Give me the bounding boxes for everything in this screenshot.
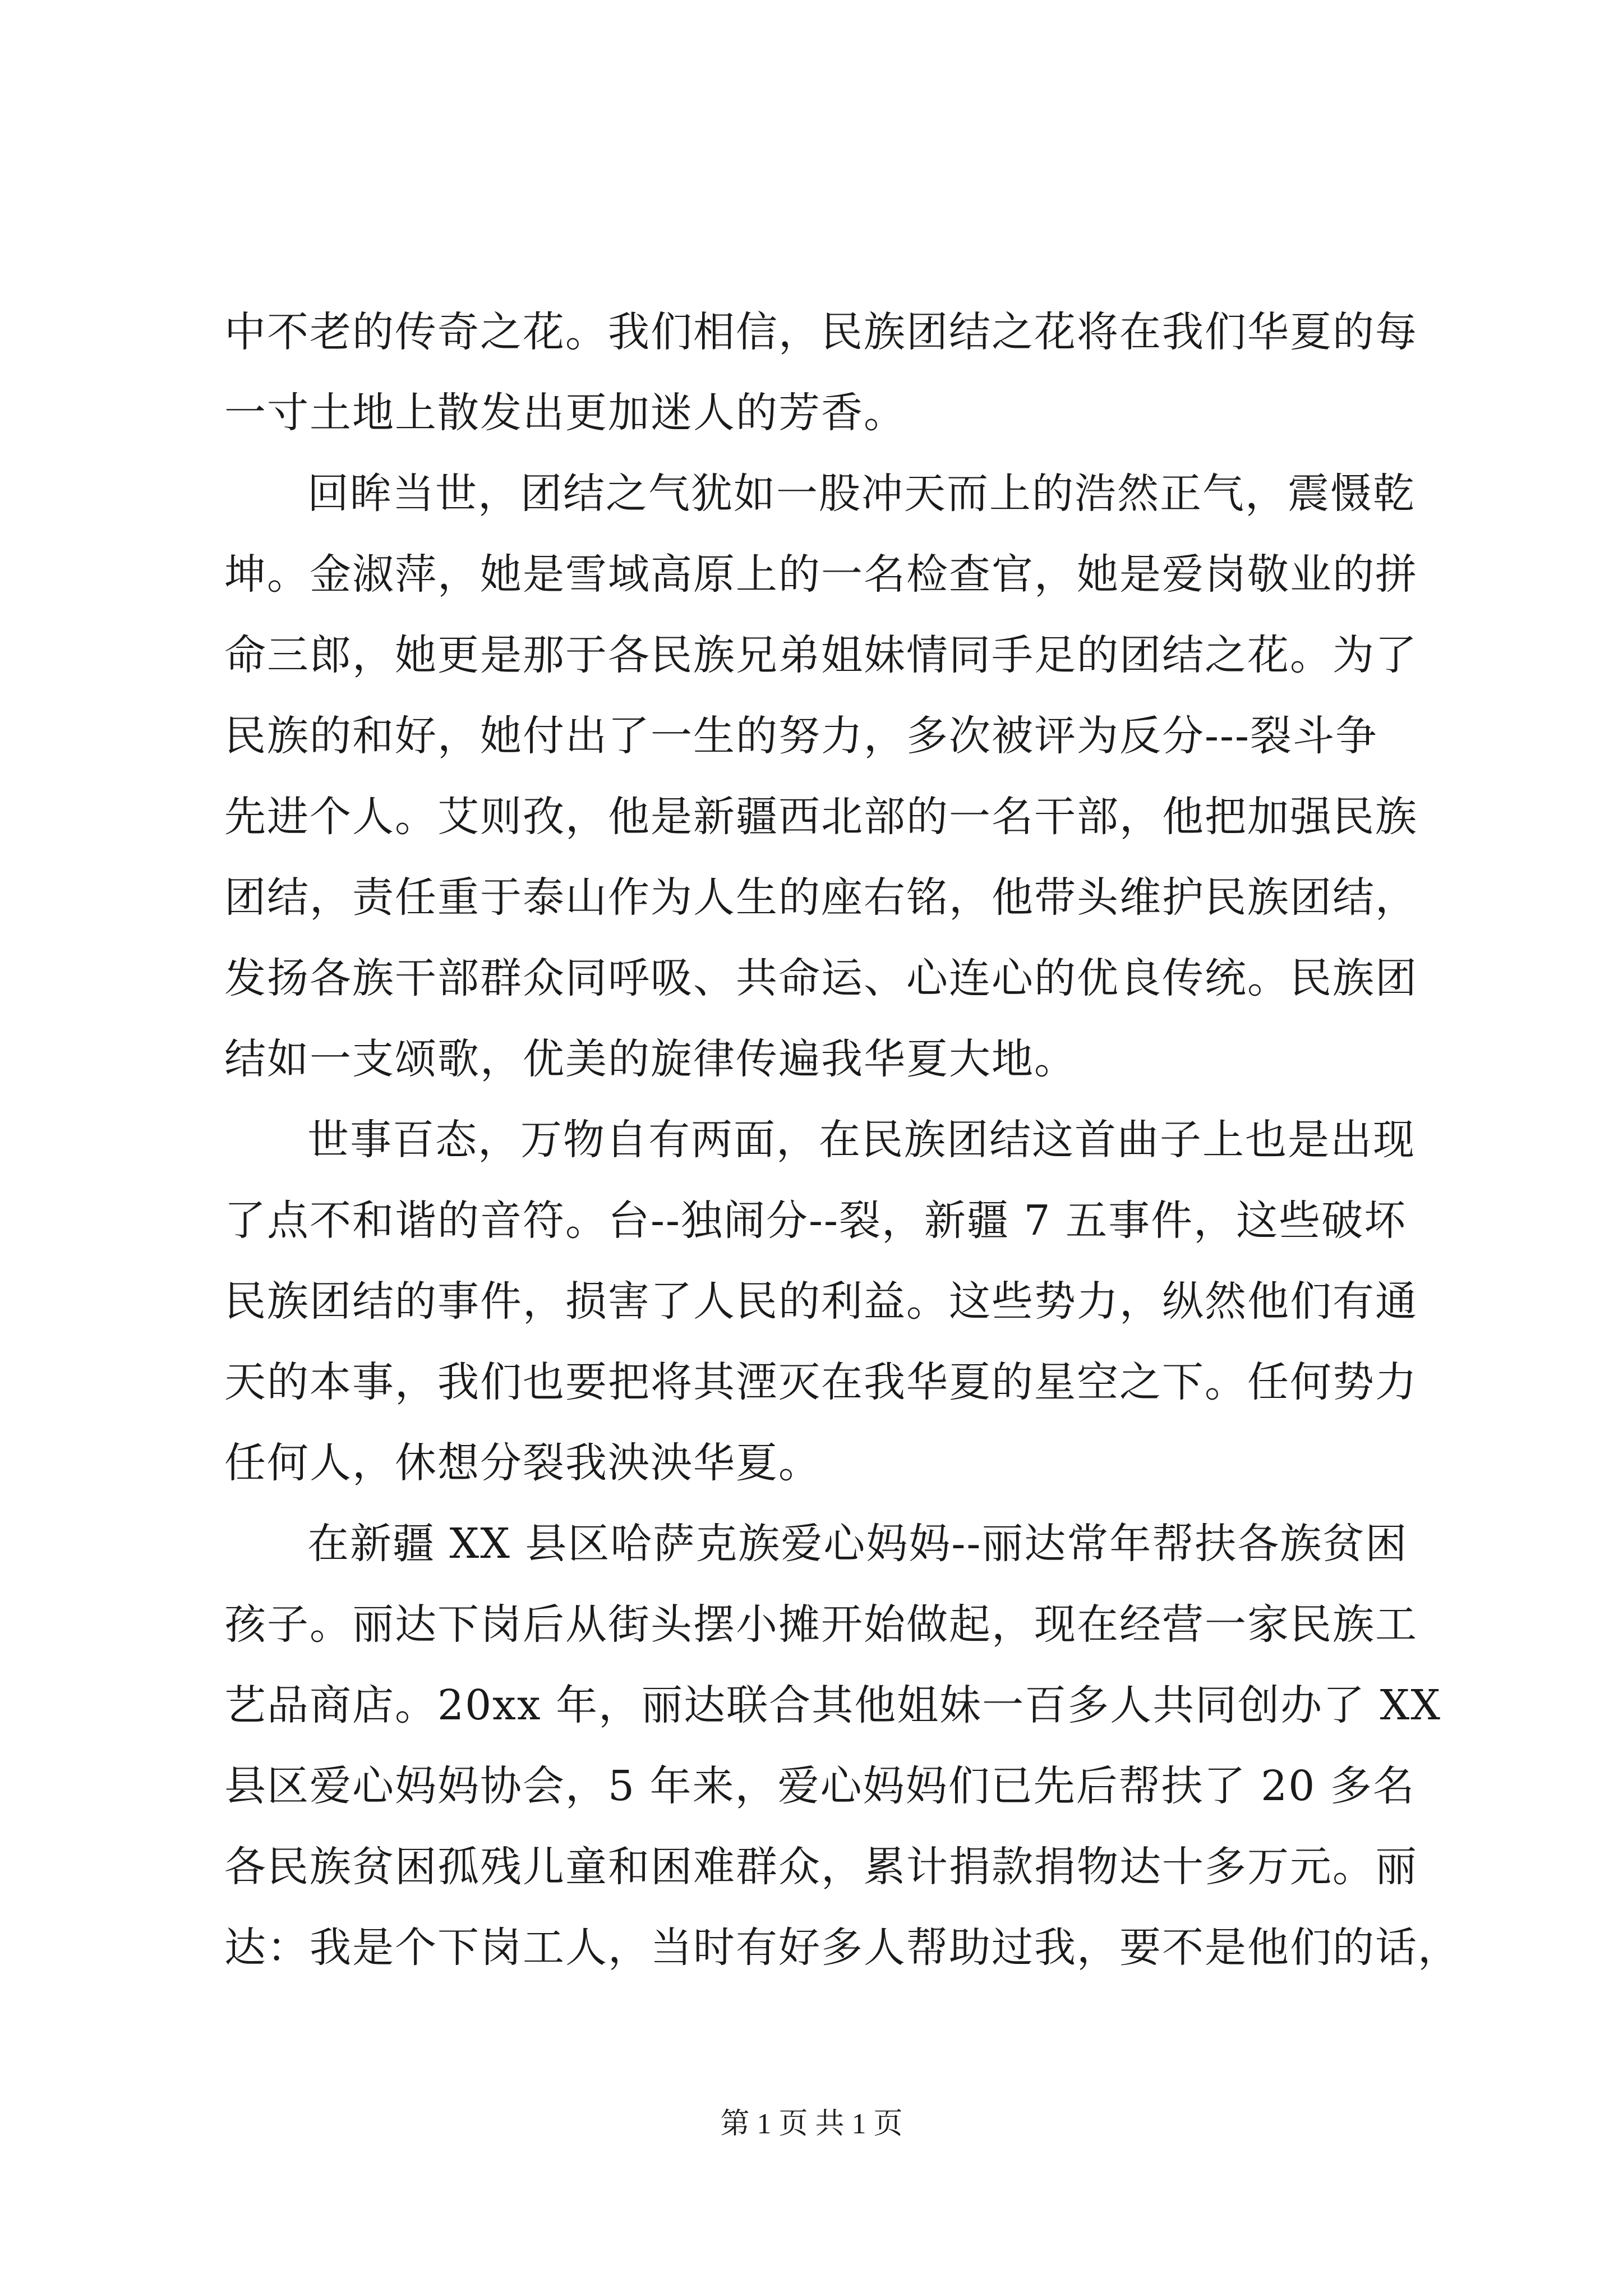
text-line: 命三郎，她更是那于各民族兄弟姐妹情同手足的团结之花。为了 bbox=[224, 631, 1418, 679]
text-line: 县区爱心妈妈协会，5 年来，爱心妈妈们已先后帮扶了 20 多名 bbox=[224, 1762, 1415, 1810]
text-line: 艺品商店。20xx 年，丽达联合其他姐妹一百多人共同创办了 XX bbox=[224, 1681, 1442, 1729]
text-line: 坤。金淑萍，她是雪域高原上的一名检查官，她是爱岗敬业的拼 bbox=[224, 550, 1418, 599]
text-line: 任何人，休想分裂我泱泱华夏。 bbox=[224, 1439, 821, 1487]
text-line: 各民族贫困孤残儿童和困难群众，累计捐款捐物达十多万元。丽 bbox=[224, 1843, 1418, 1891]
text-line: 孩子。丽达下岗后从街头摆小摊开始做起，现在经营一家民族工 bbox=[224, 1600, 1418, 1649]
text-line: 了点不和谐的音符。台--独闹分--裂，新疆 7 五事件，这些破坏 bbox=[224, 1197, 1407, 1245]
page-number-footer: 第 1 页 共 1 页 bbox=[720, 2108, 903, 2140]
text-line: 团结，责任重于泰山作为人生的座右铭，他带头维护民族团结， bbox=[224, 873, 1418, 922]
text-line: 民族团结的事件，损害了人民的利益。这些势力，纵然他们有通 bbox=[224, 1277, 1418, 1326]
text-line: 达：我是个下岗工人，当时有好多人帮助过我，要不是他们的话， bbox=[224, 1924, 1460, 1972]
text-line: 一寸土地上散发出更加迷人的芳香。 bbox=[224, 389, 906, 437]
text-line: 先进个人。艾则孜，他是新疆西北部的一名干部，他把加强民族 bbox=[224, 793, 1418, 841]
text-line: 中不老的传奇之花。我们相信，民族团结之花将在我们华夏的每 bbox=[224, 308, 1418, 356]
paragraph-first-line: 在新疆 XX 县区哈萨克族爱心妈妈--丽达常年帮扶各族贫困 bbox=[307, 1520, 1408, 1568]
document-body bbox=[224, 292, 1460, 1988]
text-line: 天的本事，我们也要把将其湮灭在我华夏的星空之下。任何势力 bbox=[224, 1358, 1418, 1406]
text-line: 民族的和好，她付出了一生的努力，多次被评为反分---裂斗争 bbox=[224, 712, 1378, 760]
paragraph-first-line: 回眸当世，团结之气犹如一股冲天而上的浩然正气，震慑乾 bbox=[307, 470, 1415, 518]
paragraph-first-line: 世事百态，万物自有两面，在民族团结这首曲子上也是出现 bbox=[307, 1116, 1415, 1164]
text-line: 结如一支颂歌，优美的旋律传遍我华夏大地。 bbox=[224, 1035, 1077, 1083]
text-line: 发扬各族干部群众同呼吸、共命运、心连心的优良传统。民族团 bbox=[224, 954, 1418, 1002]
